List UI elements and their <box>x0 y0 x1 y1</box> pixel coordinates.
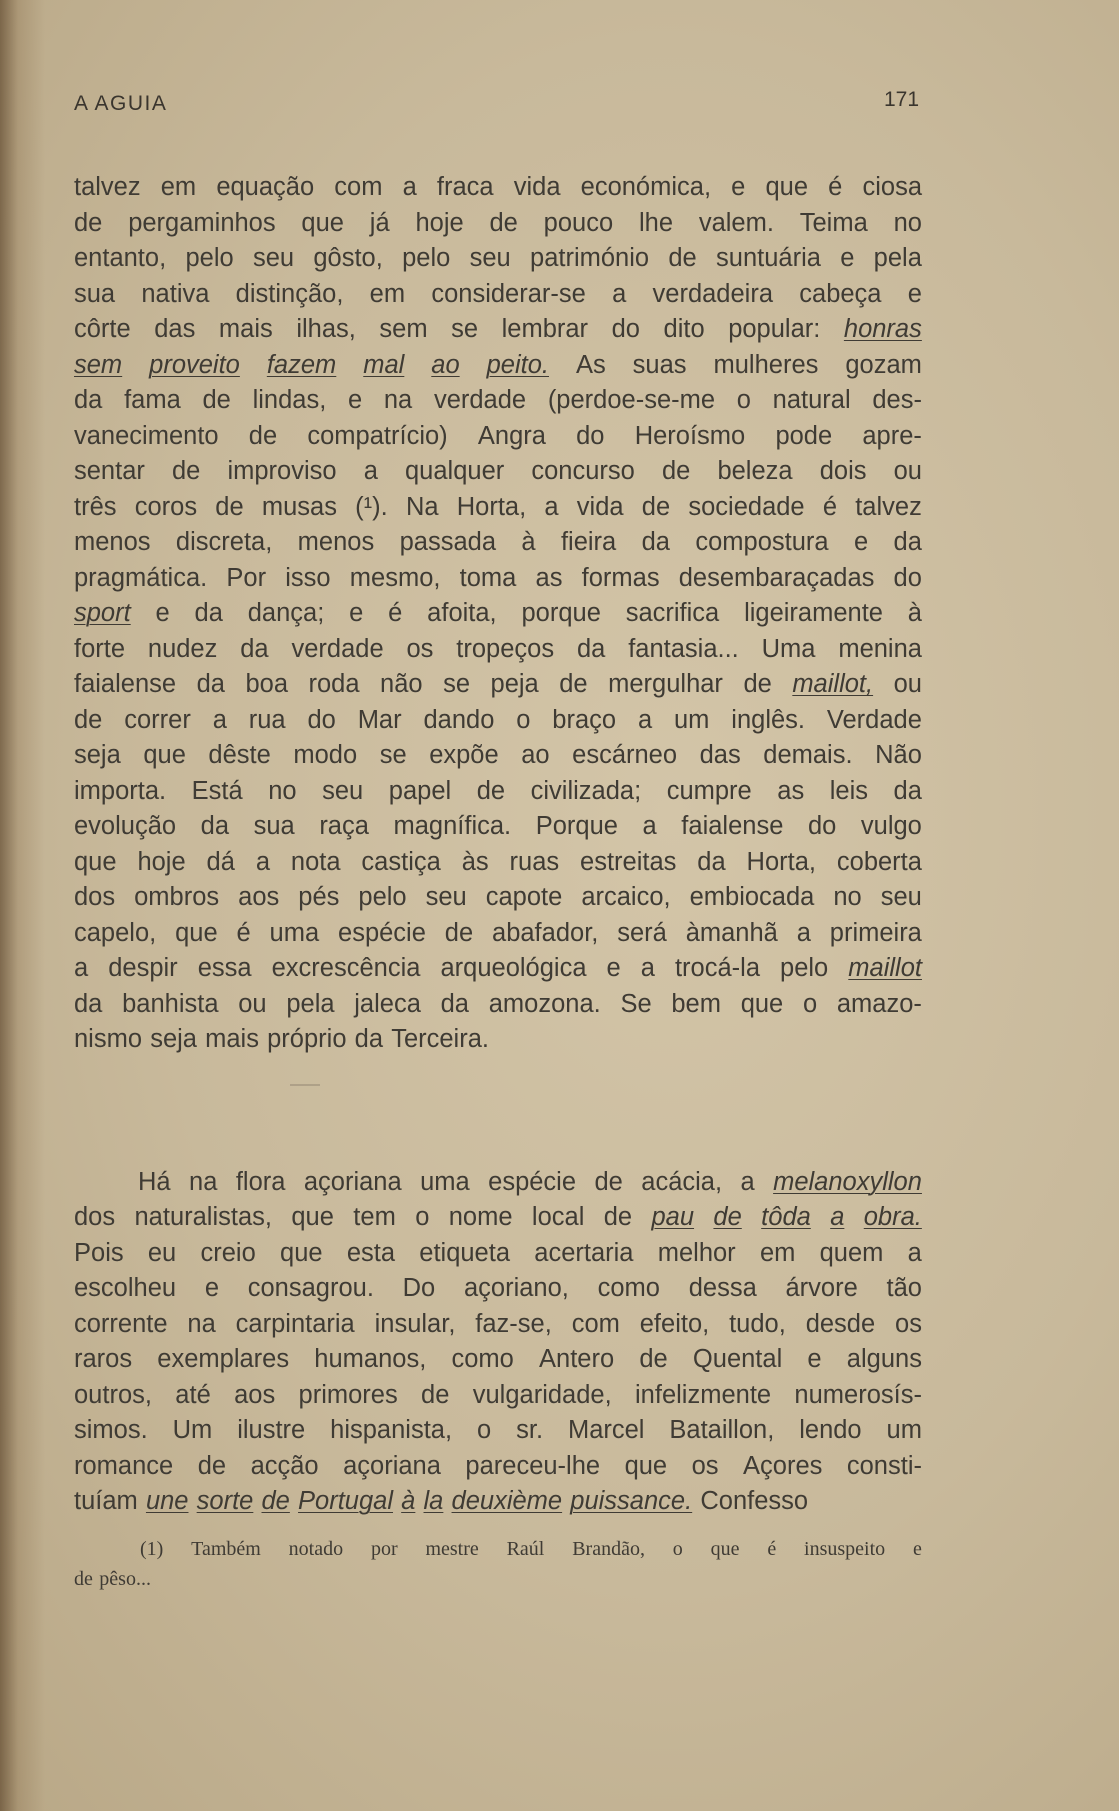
text-line: nismo seja mais próprio da Terceira. <box>74 1025 489 1053</box>
text-line: que hoje dá a nota castiça às ruas estreitas da Horta, coberta <box>74 847 922 876</box>
text-line: côrte das mais ilhas, sem se lembrar do dito popular: honras <box>74 315 922 343</box>
footnote-text <box>74 1534 922 1594</box>
text-line: simos. Um ilustre hispanista, o sr. Marcel Bataillon, lendo um <box>74 1416 922 1444</box>
text-line: talvez em equação com a fraca vida económica, e que é ciosa <box>74 173 922 201</box>
text-line: sport e da dança; e é afoita, porque sacrifica ligeiramente à <box>74 599 922 627</box>
text-line: romance de acção açoriana pareceu-lhe que os Açores consti- <box>74 1451 922 1480</box>
footnote-line: de pêso... <box>74 1568 151 1590</box>
text-line: entanto, pelo seu gôsto, pelo seu património de suntuária e pela <box>74 244 922 272</box>
text-line: sentar de improviso a qualquer concurso de beleza dois ou <box>74 457 922 485</box>
text-line: escolheu e consagrou. Do açoriano, como dessa árvore tão <box>74 1274 922 1302</box>
page-number: 171 <box>884 88 920 111</box>
text-line: dos ombros aos pés pelo seu capote arcaico, embiocada no seu <box>74 883 922 911</box>
text-line: tuíam une sorte de Portugal à la deuxième puissance. Confesso <box>74 1487 809 1515</box>
text-line: menos discreta, menos passada à fieira da compostura e da <box>74 528 922 556</box>
text-line: capelo, que é uma espécie de abafador, será àmanhã a primeira <box>74 918 922 947</box>
text-line: da fama de lindas, e na verdade (perdoe-se-me o natural des- <box>74 386 922 414</box>
section-break-mark <box>290 1084 320 1086</box>
running-title: A AGUIA <box>74 92 168 115</box>
text-line: corrente na carpintaria insular, faz-se, com efeito, tudo, desde os <box>74 1309 922 1338</box>
text-line: pragmática. Por isso mesmo, toma as formas desembaraçadas do <box>74 563 922 592</box>
text-line: sem proveito fazem mal ao peito. As suas mulheres gozam <box>74 350 922 379</box>
text-line: a despir essa excrescência arqueológica e a trocá-la pelo maillot <box>74 954 922 982</box>
text-line: vanecimento de compatrício) Angra do Heroísmo pode apre- <box>74 421 922 450</box>
text-line: seja que dêste modo se expõe ao escárneo das demais. Não <box>74 741 922 769</box>
text-line: raros exemplares humanos, como Antero de Quental e alguns <box>74 1345 922 1373</box>
text-line: outros, até aos primores de vulgaridade, infelizmente numerosís- <box>74 1380 922 1409</box>
footnote-line: (1) Também notado por mestre Raúl Brandão, o que é insuspeito e <box>140 1538 922 1560</box>
text-line: de correr a rua do Mar dando o braço a um inglês. Verdade <box>74 705 922 734</box>
text-line: forte nudez da verdade os tropeços da fantasia... Uma menina <box>74 634 922 663</box>
body-text <box>74 170 922 1520</box>
text-line: sua nativa distinção, em considerar-se a verdadeira cabeça e <box>74 279 922 308</box>
text-line: de pergaminhos que já hoje de pouco lhe valem. Teima no <box>74 208 922 237</box>
text-line: importa. Está no seu papel de civilizada; cumpre as leis da <box>74 776 922 805</box>
text-line: da banhista ou pela jaleca da amozona. Se bem que o amazo- <box>74 989 922 1018</box>
text-line: evolução da sua raça magnífica. Porque a faialense do vulgo <box>74 812 922 840</box>
text-line: três coros de musas (¹). Na Horta, a vida de sociedade é talvez <box>74 492 922 521</box>
footnote <box>74 1534 922 1594</box>
paragraph-1 <box>74 170 922 1058</box>
text-line: dos naturalistas, que tem o nome local de pau de tôda a obra. <box>74 1203 922 1231</box>
section-break <box>74 1058 922 1165</box>
paragraph-2 <box>74 1165 922 1520</box>
text-line: Pois eu creio que esta etiqueta acertaria melhor em quem a <box>74 1238 922 1267</box>
text-line: faialense da boa roda não se peja de mergulhar de maillot, ou <box>74 670 922 698</box>
text-line: Há na flora açoriana uma espécie de acácia, a melanoxyllon <box>138 1167 922 1196</box>
